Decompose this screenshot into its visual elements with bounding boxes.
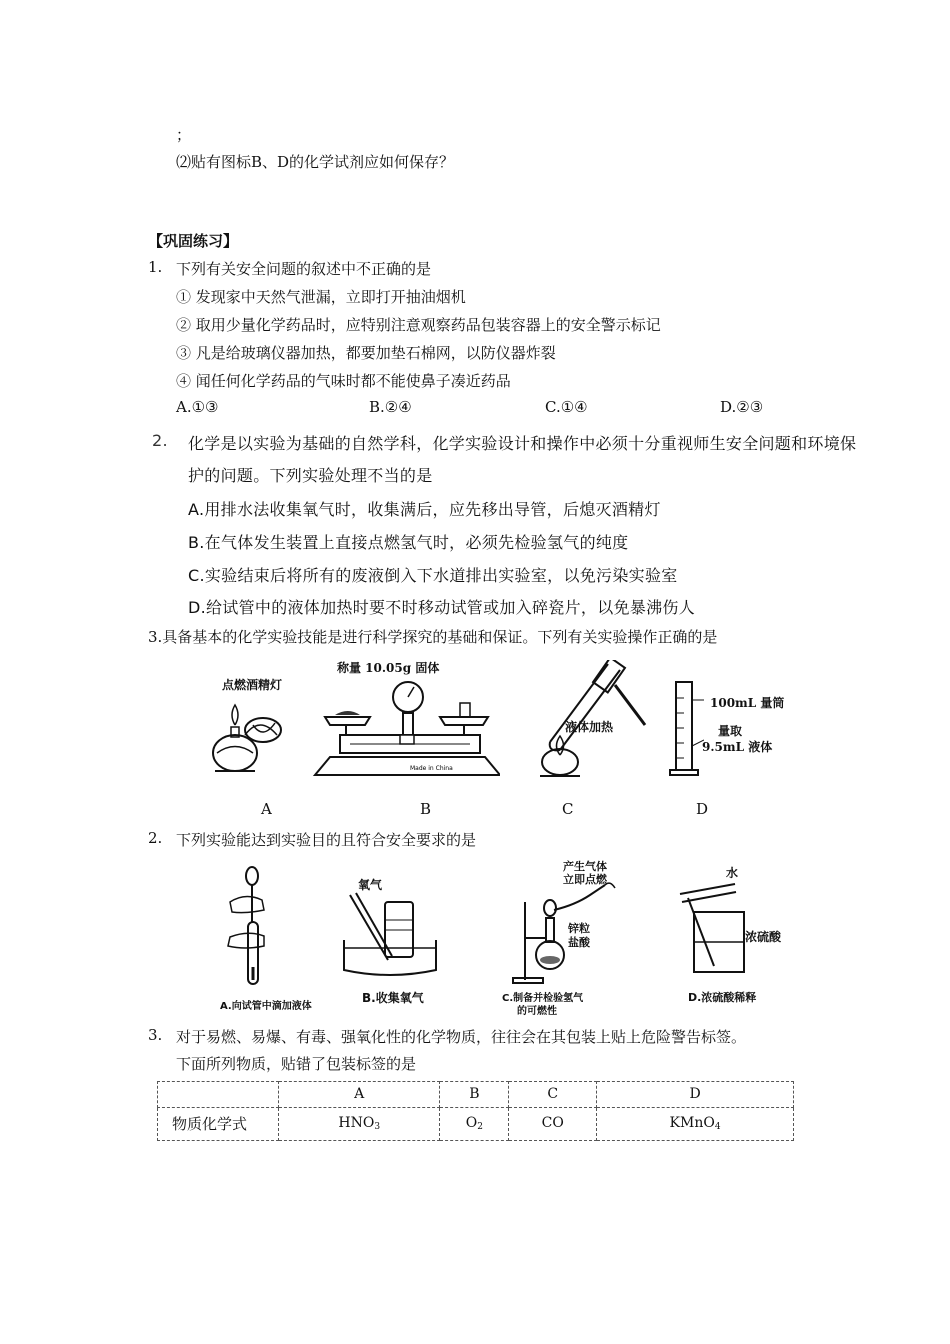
table-header-cell: A [279, 1082, 440, 1108]
q5-stem-line1: 对于易燃、易爆、有毒、强氧化性的化学物质，往往会在其包装上贴上危险警告标签。 [176, 1028, 747, 1046]
fig-d-label1: 100mL 量筒 [710, 696, 785, 710]
q1-option: B.②④ [369, 398, 412, 416]
dropper-test-tube-figure [220, 862, 280, 992]
table-cell: KMnO$_4$ [597, 1107, 794, 1140]
q2-option: C.实验结束后将所有的废液倒入下水道排出实验室，以免污染实验室 [188, 566, 678, 585]
q1-item: ③ 凡是给玻璃仪器加热，都要加垫石棉网，以防仪器炸裂 [176, 344, 556, 362]
q1-item: ④ 闻任何化学药品的气味时都不能使鼻子凑近药品 [176, 372, 511, 390]
table-cell: CO [509, 1107, 597, 1140]
q1-option: D.②③ [720, 398, 764, 416]
table-header-cell: D [597, 1082, 794, 1108]
table-header-cell: C [509, 1082, 597, 1108]
table-row-label: 物质化学式 [158, 1107, 279, 1140]
q4-c-acid: 盐酸 [568, 936, 590, 949]
q4-c-top2: 立即点燃 [563, 873, 607, 886]
acid-dilution-figure [670, 878, 750, 978]
section-title: 【巩固练习】 [148, 232, 239, 250]
q3-stem: 3.具备基本的化学实验技能是进行科学探究的基础和保证。下列有关实验操作正确的是 [148, 628, 718, 646]
table-row [158, 1107, 794, 1140]
q4-c-top1: 产生气体 [563, 860, 607, 873]
fragment-semicolon: ； [176, 126, 192, 144]
fig-b-label: 称量 10.05g 固体 [337, 661, 440, 675]
q3-option: A [261, 800, 272, 818]
fragment-question: ⑵贴有图标B、D的化学试剂应如何保存？ [176, 153, 455, 171]
table-header-cell [158, 1082, 279, 1108]
q4-caption-c2: 的可燃性 [517, 1006, 557, 1017]
q2-option: D.给试管中的液体加热时要不时移动试管或加入碎瓷片，以免暴沸伤人 [188, 598, 696, 617]
q4-caption-d: D.浓硫酸稀释 [688, 991, 757, 1004]
alcohol-lamp-lighting-figure [205, 695, 295, 780]
fig-a-label: 点燃酒精灯 [222, 678, 283, 692]
q2-stem-line2: 护的问题。下列实验处理不当的是 [188, 466, 433, 485]
q4-stem: 下列实验能达到实验目的且符合安全要求的是 [176, 831, 477, 849]
q5-number: 3. [148, 1026, 163, 1044]
q4-caption-c: C.制备并检验氢气 [502, 993, 584, 1004]
fig-d-label3: 9.5mL 液体 [702, 740, 773, 754]
q3-option: B [420, 800, 432, 818]
q4-c-zn: 锌粒 [568, 922, 590, 935]
table-header-cell: B [440, 1082, 509, 1108]
fig-d-label2: 量取 [718, 724, 743, 738]
q3-option: D [696, 800, 709, 818]
q3-option: C [562, 800, 574, 818]
q4-d-water: 水 [726, 866, 739, 880]
balance-scale-figure [310, 675, 500, 780]
graduated-cylinder-figure [664, 678, 704, 778]
q1-option: A.①③ [176, 398, 219, 416]
table-header-row [158, 1082, 794, 1108]
q4-caption-a: A.向试管中滴加液体 [220, 1001, 312, 1012]
q5-stem-line2: 下面所列物质，贴错了包装标签的是 [176, 1055, 417, 1073]
q1-item: ① 发现家中天然气泄漏，立即打开抽油烟机 [176, 288, 466, 306]
q2-option: B.在气体发生装置上直接点燃氢气时，必须先检验氢气的纯度 [188, 533, 629, 552]
q1-item: ② 取用少量化学药品时，应特别注意观察药品包装容器上的安全警示标记 [176, 316, 661, 334]
q2-stem-line1: 化学是以实验为基础的自然学科，化学实验设计和操作中必须十分重视师生安全问题和环境保 [188, 434, 857, 453]
q4-number: 2. [148, 829, 163, 847]
q2-option: A.用排水法收集氧气时，收集满后，应先移出导管，后熄灭酒精灯 [188, 500, 661, 519]
fig-c-label: 液体加热 [565, 720, 614, 734]
table-cell: $HNO_3$ [279, 1107, 440, 1140]
q4-caption-b: B.收集氧气 [362, 991, 424, 1005]
oxygen-collection-figure [340, 890, 440, 980]
labels-table [157, 1081, 794, 1141]
q1-stem: 下列有关安全问题的叙述中不正确的是 [176, 260, 432, 278]
scale-brand-text: Made in China [410, 765, 453, 772]
q4-d-acid: 浓硫酸 [745, 930, 782, 944]
q2-number: 2. [152, 431, 168, 450]
q1-number: 1. [148, 258, 163, 276]
table-cell: $O_2$ [440, 1107, 509, 1140]
q4-oxygen-label: 氧气 [358, 878, 383, 892]
q1-option: C.①④ [545, 398, 588, 416]
